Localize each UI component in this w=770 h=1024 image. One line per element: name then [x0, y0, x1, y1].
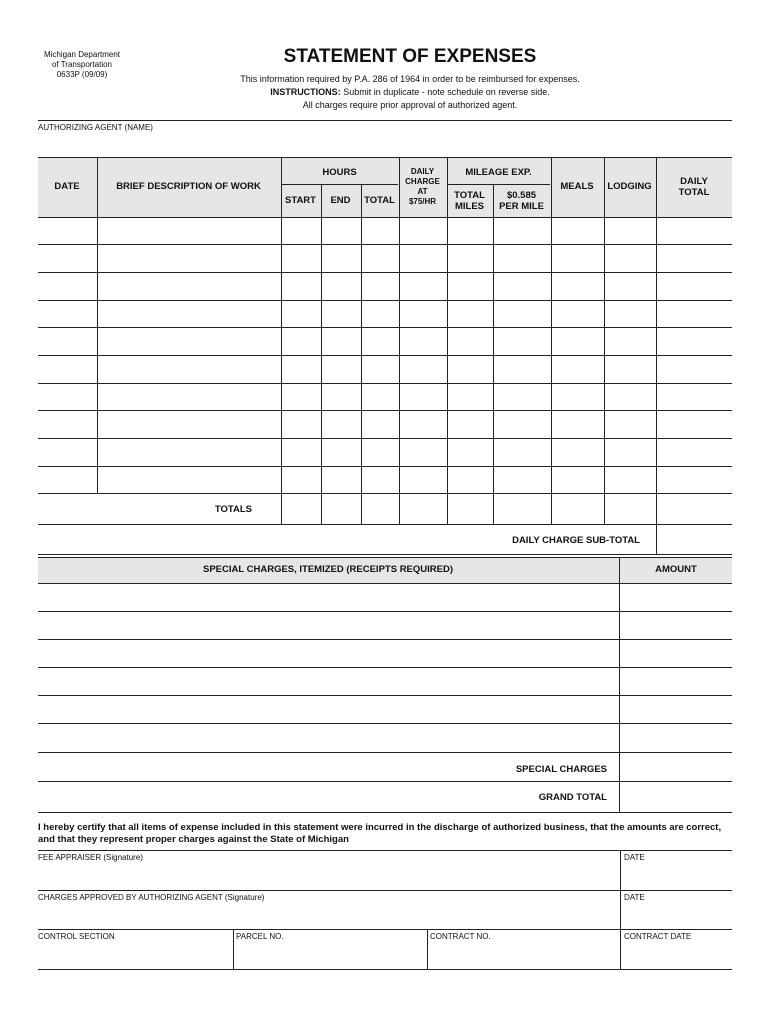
approval-note: All charges require prior approval of authorized agent.	[302, 100, 518, 110]
signature-row-line	[38, 890, 732, 891]
total-hours-column-header: TOTAL	[364, 195, 395, 206]
col-divider	[97, 157, 98, 493]
row-line	[38, 723, 732, 724]
department-block	[38, 50, 126, 80]
certification-statement: I hereby certify that all items of expense included in this statement were incurred in the discharge of authorized business, that the amounts are correct, and that they represent proper charges against the State of Michigan	[38, 822, 722, 845]
row-line	[38, 327, 732, 328]
row-line	[38, 410, 732, 411]
special-top-border	[38, 557, 732, 558]
col-divider	[493, 184, 494, 524]
description-column-header: BRIEF DESCRIPTION OF WORK	[116, 181, 261, 192]
row-line	[38, 667, 732, 668]
daily-total-line2: TOTAL	[678, 187, 710, 198]
per-mile-label: PER MILE	[499, 201, 544, 212]
form-number: 0633P (09/09)	[56, 70, 108, 79]
daily-charge-column-header	[399, 167, 446, 207]
col-divider	[656, 157, 657, 554]
end-column-header: END	[330, 195, 351, 206]
header-bottom-border	[38, 217, 732, 218]
row-line	[38, 583, 732, 584]
daily-charge-line1: DAILY	[410, 167, 435, 176]
department-name-line1: Michigan Department	[43, 50, 121, 59]
date-label-2: DATE	[624, 893, 645, 902]
amount-col-divider	[619, 557, 620, 812]
form-title: STATEMENT OF EXPENSES	[283, 46, 537, 67]
signature-top-border	[38, 850, 732, 851]
daily-total-column-header	[656, 176, 732, 198]
authorizing-agent-label: AUTHORIZING AGENT (NAME)	[38, 123, 153, 132]
row-line	[38, 300, 732, 301]
row-line	[38, 639, 732, 640]
hours-group-header: HOURS	[322, 167, 357, 178]
start-column-header: START	[285, 195, 316, 206]
instructions-label: INSTRUCTIONS:	[270, 87, 341, 97]
per-mile-rate: $0.585	[506, 190, 537, 201]
grand-total-label: GRAND TOTAL	[538, 792, 607, 803]
special-bottom-border	[38, 812, 732, 813]
row-line	[38, 438, 732, 439]
special-charges-header: SPECIAL CHARGES, ITEMIZED (RECEIPTS REQUIRED)	[202, 564, 453, 575]
table-top-border	[38, 157, 732, 158]
col-divider	[447, 157, 448, 524]
total-miles-line2: MILES	[454, 201, 485, 212]
total-miles-line1: TOTAL	[454, 190, 485, 201]
hours-subheader-line	[281, 184, 398, 185]
row-line	[38, 781, 732, 782]
field-divider	[233, 929, 234, 970]
date-column-header: DATE	[54, 181, 80, 192]
col-divider	[551, 157, 552, 524]
row-line	[38, 383, 732, 384]
signature-row-line	[38, 929, 732, 930]
special-charges-total-label: SPECIAL CHARGES	[515, 764, 607, 775]
daily-charge-line4: $75/HR	[408, 197, 437, 206]
mileage-subheader-line	[447, 184, 550, 185]
form-subtitle: This information required by P.A. 286 of 1964 in order to be reimbursed for expenses.	[240, 74, 580, 84]
totals-row-bottom	[38, 524, 732, 525]
col-divider	[604, 157, 605, 524]
form-bottom-border	[38, 969, 732, 970]
instructions-line	[190, 86, 630, 98]
control-section-label: CONTROL SECTION	[38, 932, 115, 941]
daily-charge-line3: AT	[417, 187, 428, 196]
meals-column-header: MEALS	[560, 181, 594, 192]
contract-date-label: CONTRACT DATE	[624, 932, 692, 941]
subtotal-row-bottom	[38, 554, 732, 555]
lodging-column-header: LODGING	[607, 181, 652, 192]
col-divider	[361, 184, 362, 524]
col-divider	[281, 157, 282, 524]
field-divider	[427, 929, 428, 970]
row-line	[38, 695, 732, 696]
divider	[38, 120, 732, 121]
department-name-line2: of Transportation	[51, 60, 113, 69]
col-divider	[321, 184, 322, 524]
row-line	[38, 611, 732, 612]
daily-total-line1: DAILY	[680, 176, 708, 187]
total-miles-column-header	[447, 190, 492, 212]
per-mile-column-header	[493, 190, 550, 212]
daily-charge-line2: CHARGE	[405, 177, 440, 186]
row-line	[38, 752, 732, 753]
instructions-text: Submit in duplicate - note schedule on reverse side.	[340, 87, 550, 97]
row-line	[38, 466, 732, 467]
fee-appraiser-signature-label: FEE APPRAISER (Signature)	[38, 853, 143, 862]
row-line	[38, 355, 732, 356]
row-line	[38, 244, 732, 245]
amount-column-header: AMOUNT	[655, 564, 697, 575]
mileage-group-header: MILEAGE EXP.	[465, 167, 532, 178]
charges-approved-signature-label: CHARGES APPROVED BY AUTHORIZING AGENT (Signature)	[38, 893, 265, 902]
parcel-number-label: PARCEL NO.	[236, 932, 284, 941]
totals-label: TOTALS	[214, 504, 252, 515]
row-line	[38, 272, 732, 273]
daily-charge-subtotal-label: DAILY CHARGE SUB-TOTAL	[512, 535, 640, 546]
contract-number-label: CONTRACT NO.	[430, 932, 491, 941]
date-col-divider	[620, 850, 621, 970]
date-label-1: DATE	[624, 853, 645, 862]
col-divider	[399, 157, 400, 524]
row-line	[38, 493, 732, 494]
